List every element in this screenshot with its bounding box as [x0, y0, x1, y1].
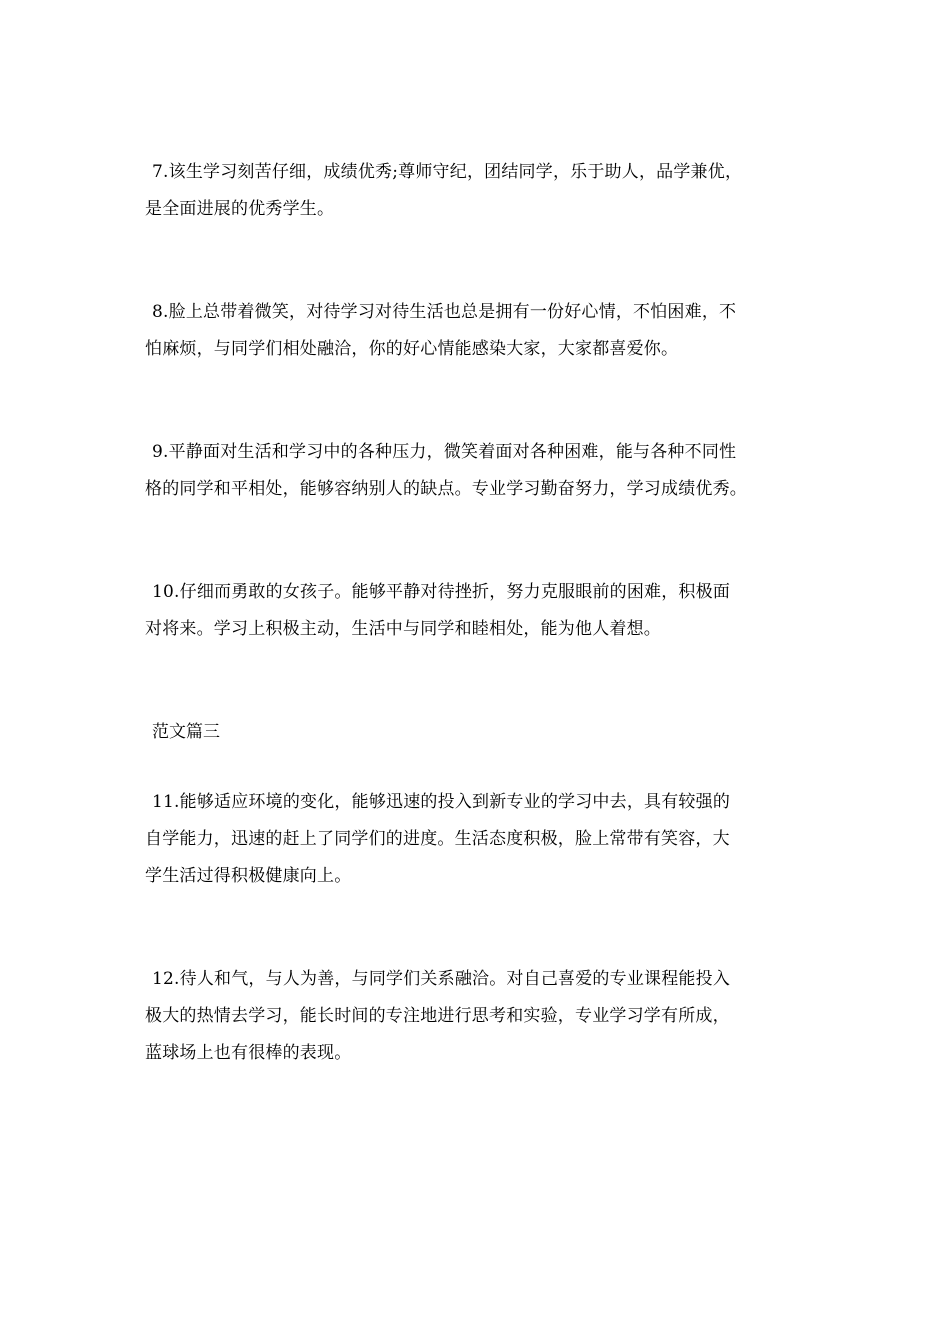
paragraph-8 [145, 294, 810, 368]
paragraph-line: 极大的热情去学习，能长时间的专注地进行思考和实验，专业学习学有所成， [145, 1006, 730, 1026]
paragraph-line: 9.平静面对生活和学习中的各种压力，微笑着面对各种困难，能与各种不同性 [152, 442, 737, 462]
paragraph-10 [145, 574, 810, 648]
paragraph-line: 学生活过得积极健康向上。 [145, 866, 352, 886]
paragraph-line: 格的同学和平相处，能够容纳别人的缺点。专业学习勤奋努力，学习成绩优秀。 [145, 479, 747, 499]
paragraph-line: 蓝球场上也有很棒的表现。 [145, 1043, 352, 1063]
paragraph-11 [145, 784, 810, 895]
paragraph-line: 11.能够适应环境的变化，能够迅速的投入到新专业的学习中去，具有较强的 [152, 792, 731, 812]
paragraph-line: 自学能力，迅速的赶上了同学们的进度。生活态度积极，脸上常带有笑容，大 [145, 829, 730, 849]
paragraph-line: 7.该生学习刻苦仔细，成绩优秀;尊师守纪，团结同学，乐于助人，品学兼优， [152, 162, 743, 182]
section-heading: 范文篇三 [152, 722, 220, 742]
paragraph-7 [145, 154, 810, 228]
paragraph-line: 8.脸上总带着微笑，对待学习对待生活也总是拥有一份好心情，不怕困难，不 [152, 302, 737, 322]
paragraph-12 [145, 961, 810, 1072]
paragraph-line: 怕麻烦，与同学们相处融洽，你的好心情能感染大家，大家都喜爱你。 [145, 339, 679, 359]
paragraph-9 [145, 434, 810, 508]
paragraph-line: 12.待人和气，与人为善，与同学们关系融洽。对自己喜爱的专业课程能投入 [152, 969, 731, 989]
paragraph-line: 对将来。学习上积极主动，生活中与同学和睦相处，能为他人着想。 [145, 619, 661, 639]
paragraph-line: 10.仔细而勇敢的女孩子。能够平静对待挫折，努力克服眼前的困难，积极面 [152, 582, 731, 602]
paragraph-line: 是全面进展的优秀学生。 [145, 199, 335, 219]
